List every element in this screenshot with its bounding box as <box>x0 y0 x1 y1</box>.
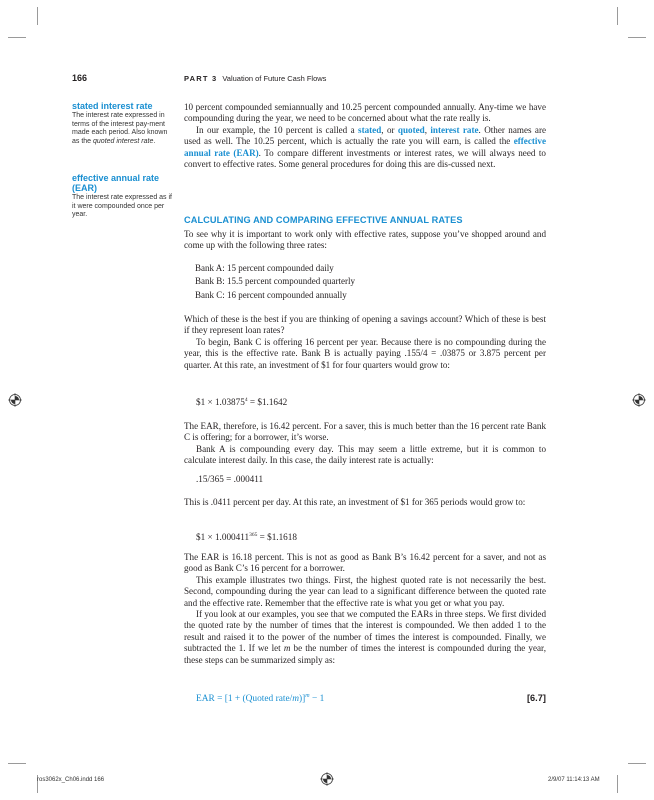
body-text-comparison <box>184 314 546 371</box>
crop-mark <box>8 763 26 764</box>
equation-bank-b: $1 × $1.03875^4$ = $1.1642 <box>196 397 288 408</box>
ear-formula: EAR = [1 + (Quoted rate/m)]$^m$ − 1 <box>196 693 325 705</box>
crop-mark <box>617 775 618 793</box>
glossary-term: stated interest rate <box>72 101 153 111</box>
registration-mark-icon <box>320 772 334 786</box>
part-label: PART 3 <box>184 74 218 83</box>
paragraph: The EAR, therefore, is 16.42 percent. For a saver, this is much better than the 16 percent rate Bank C is offering; for a borrower, it’s worse. <box>184 421 546 443</box>
page-number: 166 <box>72 73 88 83</box>
equation-number: [6.7] <box>527 693 546 703</box>
crop-mark <box>617 7 618 25</box>
running-head <box>184 74 326 83</box>
glossary-term: effective annual rate (EAR) <box>72 173 160 193</box>
paragraph: If you look at our examples, you see that we computed the EARs in three steps. We first divided the quoted rate by the number of times that the interest is compounded. We then added 1 to the result and raised it to the power of the number of times the interest is compounded. Finally, we subtracted the 1. If we let m be the number of times the interest is compounded during the year, these steps can be summarized simply as: <box>184 609 546 665</box>
print-timestamp: 2/9/07 11:14:13 AM <box>548 777 600 783</box>
paragraph: Bank A is compounding every day. This may seem a little extreme, but it is common to calculate interest daily. In this case, the daily interest rate is actually: <box>184 443 546 466</box>
bank-list <box>195 262 355 302</box>
body-text-bank-a <box>184 421 546 467</box>
list-item: Bank A: 15 percent compounded daily <box>195 263 334 273</box>
paragraph: The EAR is 16.18 percent. This is not as good as Bank B’s 16.42 percent for a saver, and not as good as Bank C’s 16 percent for a borrower. <box>184 552 546 574</box>
key-term: effective annual rate (EAR) <box>184 136 546 158</box>
key-term: interest rate <box>430 124 479 135</box>
crop-mark <box>628 763 646 764</box>
glossary-entry-stated-interest-rate <box>72 101 172 146</box>
key-term: quoted <box>397 124 425 135</box>
body-text-intro <box>184 102 546 170</box>
paragraph: To begin, Bank C is offering 16 percent per year. Because there is no compounding during the year, this is the effective rate. Bank B is actually paying .155/4 = .03875 or 3.875 percent per quarter. At this rate, an investment of $1 for four quarters would grow to: <box>184 336 546 370</box>
part-title: Valuation of Future Cash Flows <box>222 74 327 83</box>
paragraph: To see why it is important to work only with effective rates, suppose you’ve shopped around and come up with the following three rates: <box>184 229 546 251</box>
file-slug: ros3062x_Ch06.indd 166 <box>37 777 105 783</box>
list-item: Bank C: 16 percent compounded annually <box>195 289 347 300</box>
body-text-conclusion <box>184 552 546 666</box>
list-item: Bank B: 15.5 percent compounded quarterly <box>195 276 355 287</box>
paragraph: In our example, the 10 percent is called a stated, or quoted, interest rate. Other names are used as well. The 10.25 percent, which is actually the rate you will earn, is called the effective annual rate (EAR). To compare different investments or interest rates, we will always need to convert to effective rates. Some general procedures for doing this are dis-cussed next. <box>184 124 547 170</box>
crop-mark <box>628 37 646 38</box>
equation-daily-rate: .15/365 = .000411 <box>196 474 264 484</box>
equation-bank-a: $1 × $1.000411^{365}$ = $1.1618 <box>196 532 297 543</box>
section-heading: CALCULATING AND COMPARING EFFECTIVE ANNUAL RATES <box>184 215 463 225</box>
crop-mark <box>37 7 38 25</box>
registration-mark-icon <box>8 393 22 407</box>
registration-mark-icon <box>632 393 646 407</box>
glossary-entry-effective-annual-rate <box>72 173 172 220</box>
paragraph: This example illustrates two things. First, the highest quoted rate is not necessarily the best. Second, compounding during the year can lead to a significant difference between the quoted rate and the effective rate. Remember that the effective rate is what you get or what you pay. <box>184 574 546 608</box>
paragraph: This is .0411 percent per day. At this rate, an investment of $1 for 365 periods would grow to: <box>184 497 526 507</box>
paragraph: Which of these is the best if you are thinking of opening a savings account? Which of these is best if they represent loan rates? <box>184 314 546 336</box>
crop-mark <box>8 37 26 38</box>
key-term: stated <box>358 124 382 135</box>
paragraph: 10 percent compounded semiannually and 10.25 percent compounded annually. Any-time we have compounding during the year, we need to be concerned about what the rate really is. <box>184 102 546 124</box>
glossary-definition: The interest rate expressed in terms of the interest pay-ment made each period. Also known as the quoted interest rate. <box>72 112 168 145</box>
glossary-definition: The interest rate expressed as if it were compounded once per year. <box>72 194 172 219</box>
